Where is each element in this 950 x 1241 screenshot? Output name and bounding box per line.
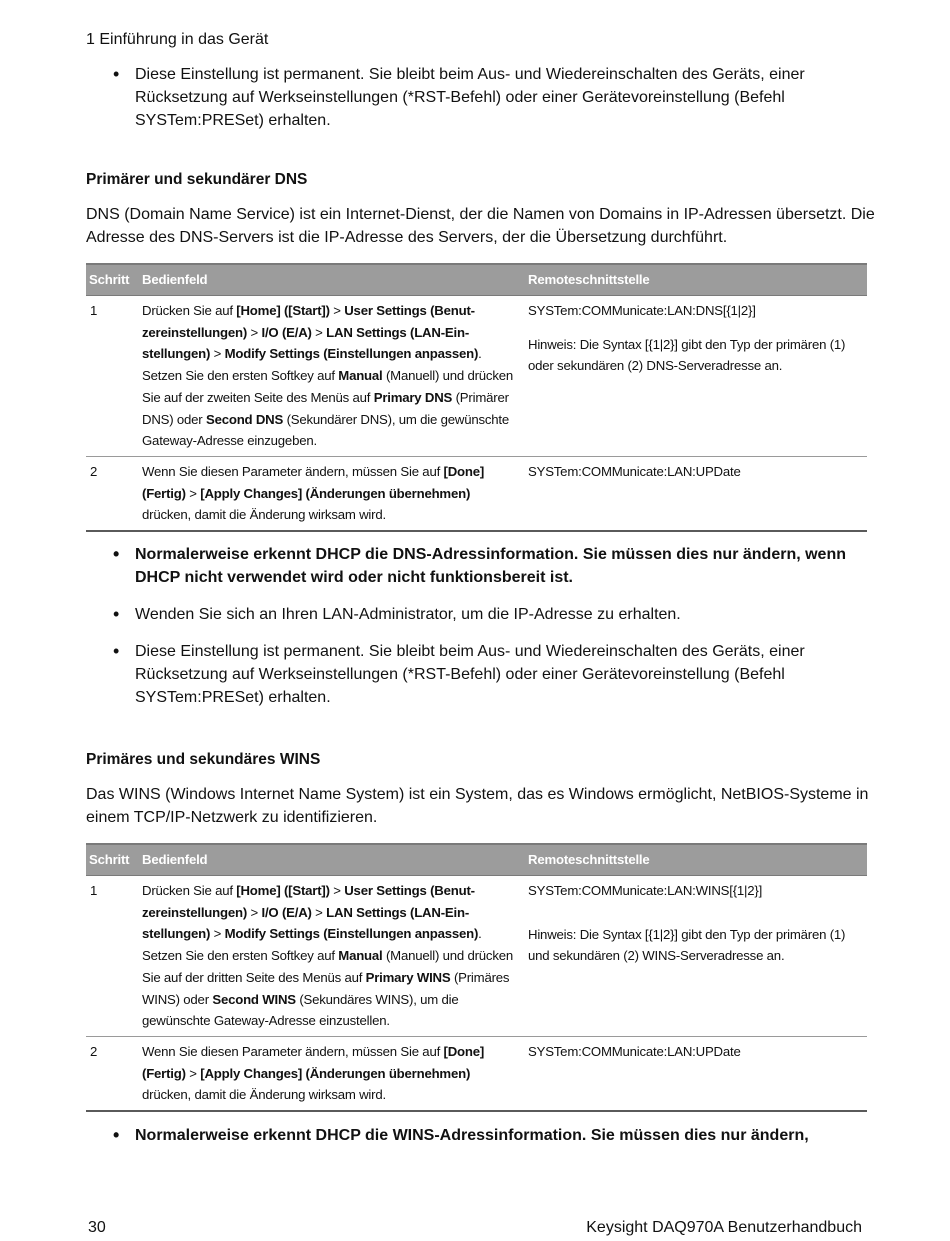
remote-command-cell (525, 456, 867, 531)
instruction-text: Drücken Sie auf (142, 303, 237, 318)
step-number: 2 (86, 1036, 139, 1111)
dns-section-title: Primärer und sekundärer DNS (86, 171, 308, 188)
wins-intro: Das WINS (Windows Internet Name System) ist ein System, das es Windows ermöglicht, NetBIOS-Systeme in einem TCP/IP-Netzwerk zu identifizieren. (86, 786, 869, 826)
col-header-remote: Remoteschnittstelle (525, 844, 867, 876)
table-header-row (86, 264, 867, 296)
ui-reference: Modify Settings (Einstellungen anpassen) (224, 926, 479, 942)
instruction-text: > (185, 485, 201, 501)
instruction-text: > (247, 904, 262, 920)
step-number: 1 (86, 296, 139, 457)
running-header: 1 Einführung in das Gerät (86, 31, 269, 48)
instruction-text: (Manuell) und drücken Sie auf der zweiten Seite des Menüs auf (142, 368, 513, 405)
dns-steps-table (86, 263, 867, 532)
col-header-step: Schritt (86, 264, 139, 296)
dns-intro: DNS (Domain Name Service) ist ein Internet-Dienst, der die Namen von Domains in IP-Adressen übersetzt. Die Adresse des DNS-Servers ist die IP-Adresse des Servers, der die Übersetzung durchführt. (86, 206, 875, 246)
panel-instructions (139, 456, 525, 531)
instruction-text: Wenn Sie diesen Parameter ändern, müssen Sie auf (142, 1043, 444, 1059)
instruction-text: Wenn Sie diesen Parameter ändern, müssen Sie auf (142, 463, 444, 479)
col-header-step: Schritt (86, 844, 139, 876)
bullet-item: • Wenden Sie sich an Ihren LAN-Administrator, um die IP-Adresse zu erhalten. (110, 603, 870, 626)
panel-instructions (139, 296, 525, 457)
wins-bullet-list (110, 1124, 870, 1147)
col-header-panel: Bedienfeld (139, 844, 525, 876)
ui-reference: [Home] ([Start]) (236, 883, 330, 898)
remote-hint: Hinweis: Die Syntax [{1|2}] gibt den Typ der primären (1) und sekundären (2) WINS-Serveradresse an. (528, 926, 846, 964)
instruction-text: (Sekundärer DNS), um die gewünschte Gateway-Adresse einzugeben. (142, 411, 509, 449)
ui-reference: [Apply Changes] (Änderungen übernehmen) (200, 485, 471, 501)
instruction-text: (Primärer DNS) oder (142, 389, 509, 427)
remote-command: SYSTem:COMMunicate:LAN:UPDate (528, 1043, 741, 1059)
footer-title: Keysight DAQ970A Benutzerhandbuch (586, 1219, 862, 1236)
instruction-text: drücken, damit die Änderung wirksam wird. (142, 1087, 386, 1103)
instruction-text: . Setzen Sie den ersten Softkey auf (142, 346, 482, 384)
instruction-text: (Primäres WINS) oder (142, 969, 510, 1007)
ui-reference: Manual (338, 948, 383, 964)
instruction-text: > (185, 1065, 201, 1081)
instruction-text: > (311, 904, 327, 920)
top-bullet-list (110, 63, 870, 132)
panel-instructions (139, 876, 525, 1037)
ui-reference: I/O (E/A) (261, 904, 312, 920)
instruction-text: drücken, damit die Änderung wirksam wird. (142, 507, 386, 523)
bullet-item: • Normalerweise erkennt DHCP die WINS-Adressinformation. Sie müssen dies nur ändern, (110, 1124, 870, 1147)
ui-reference: [Done] (Fertig) (142, 463, 485, 501)
instruction-text: > (210, 926, 225, 942)
table-row (86, 1036, 867, 1111)
ui-reference: Primary WINS (365, 969, 451, 985)
ui-reference: LAN Settings (LAN-Einstellungen) (142, 324, 470, 362)
ui-reference: Second WINS (212, 991, 296, 1007)
table-row (86, 456, 867, 531)
instruction-text: Drücken Sie auf (142, 883, 237, 898)
ui-reference: Second DNS (205, 411, 284, 427)
remote-command-cell (525, 1036, 867, 1111)
remote-command: SYSTem:COMMunicate:LAN:UPDate (528, 463, 741, 479)
ui-reference: Manual (338, 368, 383, 384)
step-number: 2 (86, 456, 139, 531)
ui-reference: [Apply Changes] (Änderungen übernehmen) (200, 1065, 471, 1081)
bullet-item: • Normalerweise erkennt DHCP die DNS-Adressinformation. Sie müssen dies nur ändern, wenn DHCP nicht verwendet wird oder nicht funktionsbereit ist. (110, 543, 870, 589)
step-number: 1 (86, 876, 139, 1037)
instruction-text: (Manuell) und drücken Sie auf der dritten Seite des Menüs auf (142, 948, 513, 985)
wins-section-title: Primäres und sekundäres WINS (86, 751, 321, 768)
table-row (86, 876, 867, 1037)
page-number: 30 (88, 1219, 106, 1236)
remote-command-cell (525, 876, 867, 1037)
table-row (86, 296, 867, 457)
remote-command: SYSTem:COMMunicate:LAN:WINS[{1|2}] (528, 883, 763, 898)
dns-bullet-list (110, 543, 870, 709)
ui-reference: [Home] ([Start]) (236, 303, 330, 318)
ui-reference: [Done] (Fertig) (142, 1043, 485, 1081)
ui-reference: Modify Settings (Einstellungen anpassen) (224, 346, 479, 362)
remote-command: SYSTem:COMMunicate:LAN:DNS[{1|2}] (528, 303, 756, 318)
ui-reference: Primary DNS (373, 389, 453, 405)
ui-reference: LAN Settings (LAN-Einstellungen) (142, 904, 470, 942)
remote-command-cell (525, 296, 867, 457)
bullet-item: • Diese Einstellung ist permanent. Sie bleibt beim Aus- und Wiedereinschalten des Geräts, einer Rücksetzung auf Werkseinstellungen (*RST-Befehl) oder einer Gerätevoreinstellung (Befehl SYSTem:PRESet) erhalten. (110, 640, 870, 709)
remote-hint: Hinweis: Die Syntax [{1|2}] gibt den Typ der primären (1) oder sekundären (2) DNS-Serveradresse an. (528, 336, 846, 374)
ui-reference: I/O (E/A) (261, 324, 312, 340)
instruction-text: > (311, 324, 327, 340)
panel-instructions (139, 1036, 525, 1111)
instruction-text: > (247, 324, 262, 340)
table-header-row (86, 844, 867, 876)
ui-reference: User Settings (Benutzereinstellungen) (142, 883, 476, 920)
wins-steps-table (86, 843, 867, 1112)
instruction-text: > (210, 346, 225, 362)
instruction-text: (Sekundäres WINS), um die gewünschte Gateway-Adresse einzustellen. (142, 991, 459, 1029)
col-header-remote: Remoteschnittstelle (525, 264, 867, 296)
col-header-panel: Bedienfeld (139, 264, 525, 296)
bullet-item: • Diese Einstellung ist permanent. Sie bleibt beim Aus- und Wiedereinschalten des Geräts, einer Rücksetzung auf Werkseinstellungen (*RST-Befehl) oder einer Gerätevoreinstellung (Befehl SYSTem:PRESet) erhalten. (110, 63, 870, 132)
instruction-text: . Setzen Sie den ersten Softkey auf (142, 926, 482, 964)
instruction-text: > (329, 883, 345, 898)
instruction-text: > (329, 303, 345, 318)
ui-reference: User Settings (Benutzereinstellungen) (142, 303, 476, 340)
